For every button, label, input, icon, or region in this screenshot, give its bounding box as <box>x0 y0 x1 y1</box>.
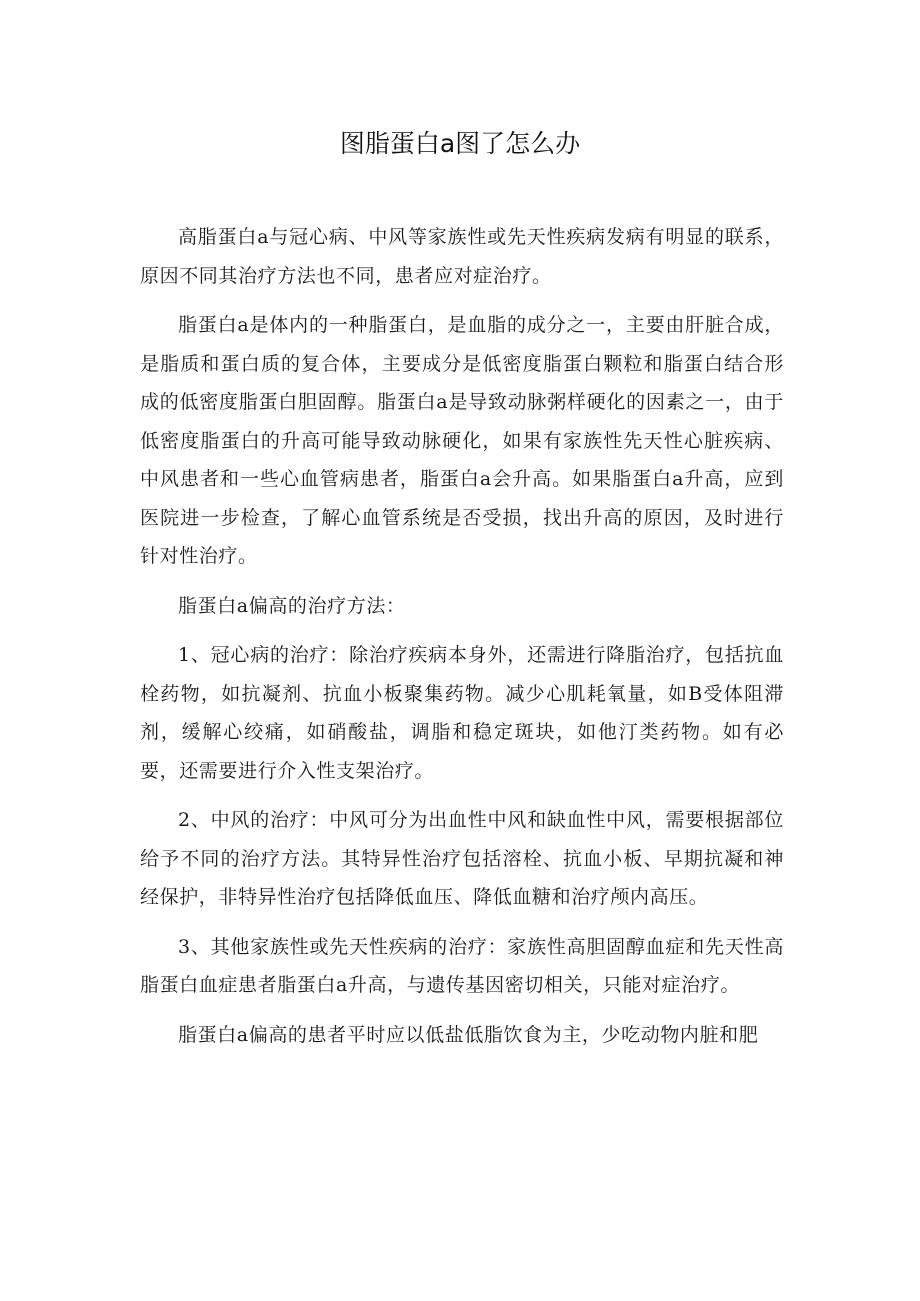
paragraph-diet: 脂蛋白a偏高的患者平时应以低盐低脂饮食为主，少吃动物内脏和肥 <box>178 1023 759 1046</box>
document-title: 图脂蛋白a图了怎么办 <box>339 129 581 158</box>
paragraph-treatment-3: 3、其他家族性或先天性疾病的治疗：家族性高胆固醇血症和先天性高脂蛋白血症患者脂蛋白a升高，与遗传基因密切相关，只能对症治疗。 <box>140 935 784 996</box>
paragraph-intro: 高脂蛋白a与冠心病、中风等家族性或先天性疾病发病有明显的联系，原因不同其治疗方法也不同，患者应对症治疗。 <box>140 226 784 287</box>
paragraph-definition: 脂蛋白a是体内的一种脂蛋白，是血脂的成分之一，主要由肝脏合成，是脂质和蛋白质的复合体，主要成分是低密度脂蛋白颗粒和脂蛋白结合形成的低密度脂蛋白胆固醇。脂蛋白a是导致动脉粥样硬化的因素之一，由于低密度脂蛋白的升高可能导致动脉硬化，如果有家族性先天性心脏疾病、中风患者和一些心血管病患者，脂蛋白a会升高。如果脂蛋白a升高，应到医院进一步检查，了解心血管系统是否受损，找出升高的原因，及时进行针对性治疗。 <box>140 314 784 567</box>
paragraph-treatment-heading: 脂蛋白a偏高的治疗方法： <box>178 594 406 617</box>
paragraph-treatment-1: 1、冠心病的治疗：除治疗疾病本身外，还需进行降脂治疗，包括抗血栓药物，如抗凝剂、抗血小板聚集药物。减少心肌耗氧量，如B受体阻滞剂，缓解心绞痛，如硝酸盐，调脂和稳定斑块，如他汀类药物。如有必要，还需要进行介入性支架治疗。 <box>140 644 784 782</box>
document-body <box>140 218 784 1065</box>
paragraph-treatment-2: 2、中风的治疗：中风可分为出血性中风和缺血性中风，需要根据部位给予不同的治疗方法。其特异性治疗包括溶栓、抗血小板、早期抗凝和神经保护，非特异性治疗包括降低血压、降低血糖和治疗颅内高压。 <box>140 809 784 908</box>
